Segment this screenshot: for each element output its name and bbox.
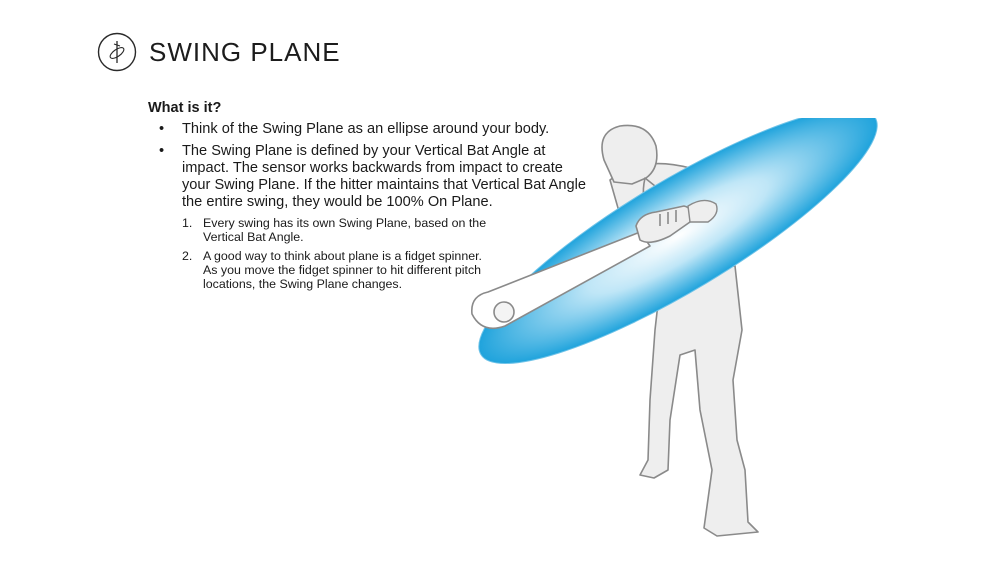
batter-swing-plane-illustration xyxy=(460,118,900,548)
numbered-item xyxy=(182,249,493,291)
page-title: SWING PLANE xyxy=(149,36,341,67)
number-marker: 2. xyxy=(182,249,193,263)
bullet-text: The Swing Plane is defined by your Vertical Bat Angle at impact. The sensor works backwards from impact to create your Swing Plane. If the hitter maintains that Vertical Bat Angle the entire swing, they would be 100% On Plane. xyxy=(182,143,586,210)
numbered-text: A good way to think about plane is a fidget spinner. As you move the fidget spinner to hit different pitch locations, the Swing Plane changes. xyxy=(203,249,482,291)
title-row xyxy=(97,32,341,72)
section-heading: What is it? xyxy=(148,100,222,116)
bullet-text: Think of the Swing Plane as an ellipse around your body. xyxy=(182,121,550,137)
numbered-text: Every swing has its own Swing Plane, based on the Vertical Bat Angle. xyxy=(203,216,487,244)
swing-plane-logo-icon xyxy=(97,32,137,72)
numbered-item xyxy=(182,216,493,244)
bullet-marker: • xyxy=(159,121,165,137)
arm-graphic xyxy=(688,200,717,222)
bullet-marker: • xyxy=(159,143,165,159)
number-marker: 1. xyxy=(182,216,193,230)
